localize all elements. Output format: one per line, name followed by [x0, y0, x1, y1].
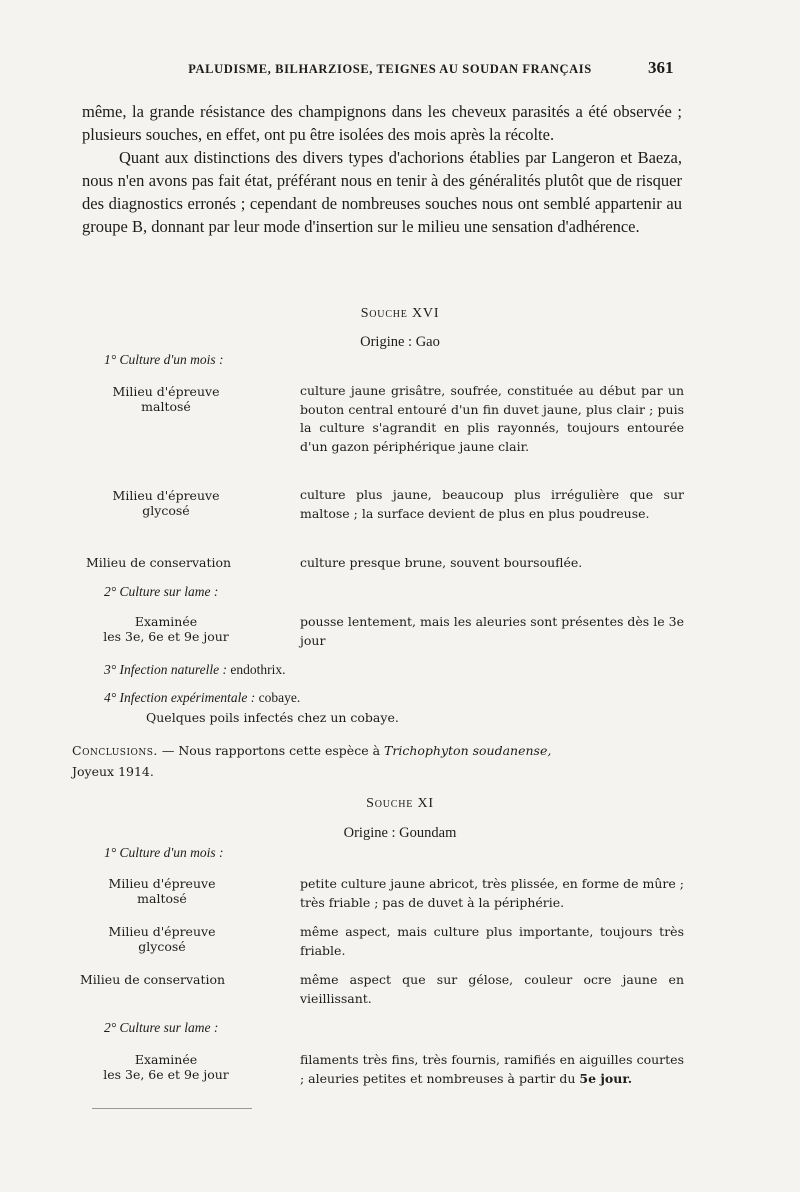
section-title: Souche XI — [366, 796, 434, 811]
divider — [92, 1108, 252, 1109]
section-title: Souche XVI — [360, 306, 440, 321]
medium-label: Milieu d'épreuve glycosé — [112, 488, 220, 518]
medium-description: culture jaune grisâtre, soufrée, constituée au début par un bouton central entouré d'un fin duvet jaune, plus clair ; puis la culture s'agrandit en plis rayonnés, toujours entourée d'un gazon périphérique jaune clair. — [300, 383, 684, 454]
exam-label: Examinée les 3e, 6e et 9e jour — [103, 1052, 229, 1082]
infection-experimentale: 4° Infection expérimentale : cobaye. — [104, 690, 301, 705]
origin-line: Origine : Goundam — [343, 825, 457, 841]
infection-detail: Quelques poils infectés chez un cobaye. — [146, 710, 399, 725]
page-number: 361 — [648, 58, 674, 77]
medium-label: Milieu d'épreuve glycosé — [108, 924, 216, 954]
subheading: 1° Culture d'un mois : — [104, 845, 224, 860]
medium-description: petite culture jaune abricot, très plissée, en forme de mûre ; très friable ; pas de duvet à la périphérie. — [300, 876, 684, 910]
exam-description: filaments très fins, très fournis, ramifiés en aiguilles courtes ; aleuries petites et nombreuses à partir du 5e jour. — [300, 1052, 684, 1086]
subheading: 1° Culture d'un mois : — [104, 352, 224, 367]
conclusions: Conclusions. — Nous rapportons cette espèce à Trichophyton soudanense, Joyeux 1914. — [72, 743, 552, 779]
medium-description: culture plus jaune, beaucoup plus irrégulière que sur maltose ; la surface devient de plus en plus poudreuse. — [300, 487, 684, 521]
origin-line: Origine : Gao — [360, 334, 440, 350]
medium-label: Milieu de conservation — [86, 555, 232, 570]
medium-label: Milieu d'épreuve maltosé — [108, 876, 216, 906]
subheading: 2° Culture sur lame : — [104, 584, 219, 599]
infection-naturelle: 3° Infection naturelle : endothrix. — [104, 662, 286, 677]
medium-label: Milieu de conservation — [80, 972, 226, 987]
medium-description: même aspect que sur gélose, couleur ocre jaune en vieillissant. — [300, 972, 684, 1006]
medium-description: culture presque brune, souvent boursouflée. — [300, 555, 583, 570]
running-header: PALUDISME, BILHARZIOSE, TEIGNES AU SOUDAN FRANÇAIS — [188, 62, 592, 76]
medium-description: même aspect, mais culture plus importante, toujours très friable. — [300, 924, 684, 958]
exam-description: pousse lentement, mais les aleuries sont présentes dès le 3e jour — [300, 614, 684, 648]
exam-label: Examinée les 3e, 6e et 9e jour — [103, 614, 229, 644]
intro-text — [82, 100, 682, 238]
paragraph: Quant aux distinctions des divers types d'achorions établies par Langeron et Baeza, nous n'en avons pas fait état, préférant nous en tenir à des généralités plutôt que de risquer des diagnostics erronés ; cependant de nombreuses souches nous ont semblé appartenir au groupe B, donnant par leur mode d'insertion sur le milieu une sensation d'adhérence. — [82, 148, 682, 236]
subheading: 2° Culture sur lame : — [104, 1020, 219, 1035]
medium-label: Milieu d'épreuve maltosé — [112, 384, 220, 414]
paragraph: même, la grande résistance des champignons dans les cheveux parasités a été observée ; plusieurs souches, en effet, ont pu être isolées des mois après la récolte. — [82, 102, 682, 144]
